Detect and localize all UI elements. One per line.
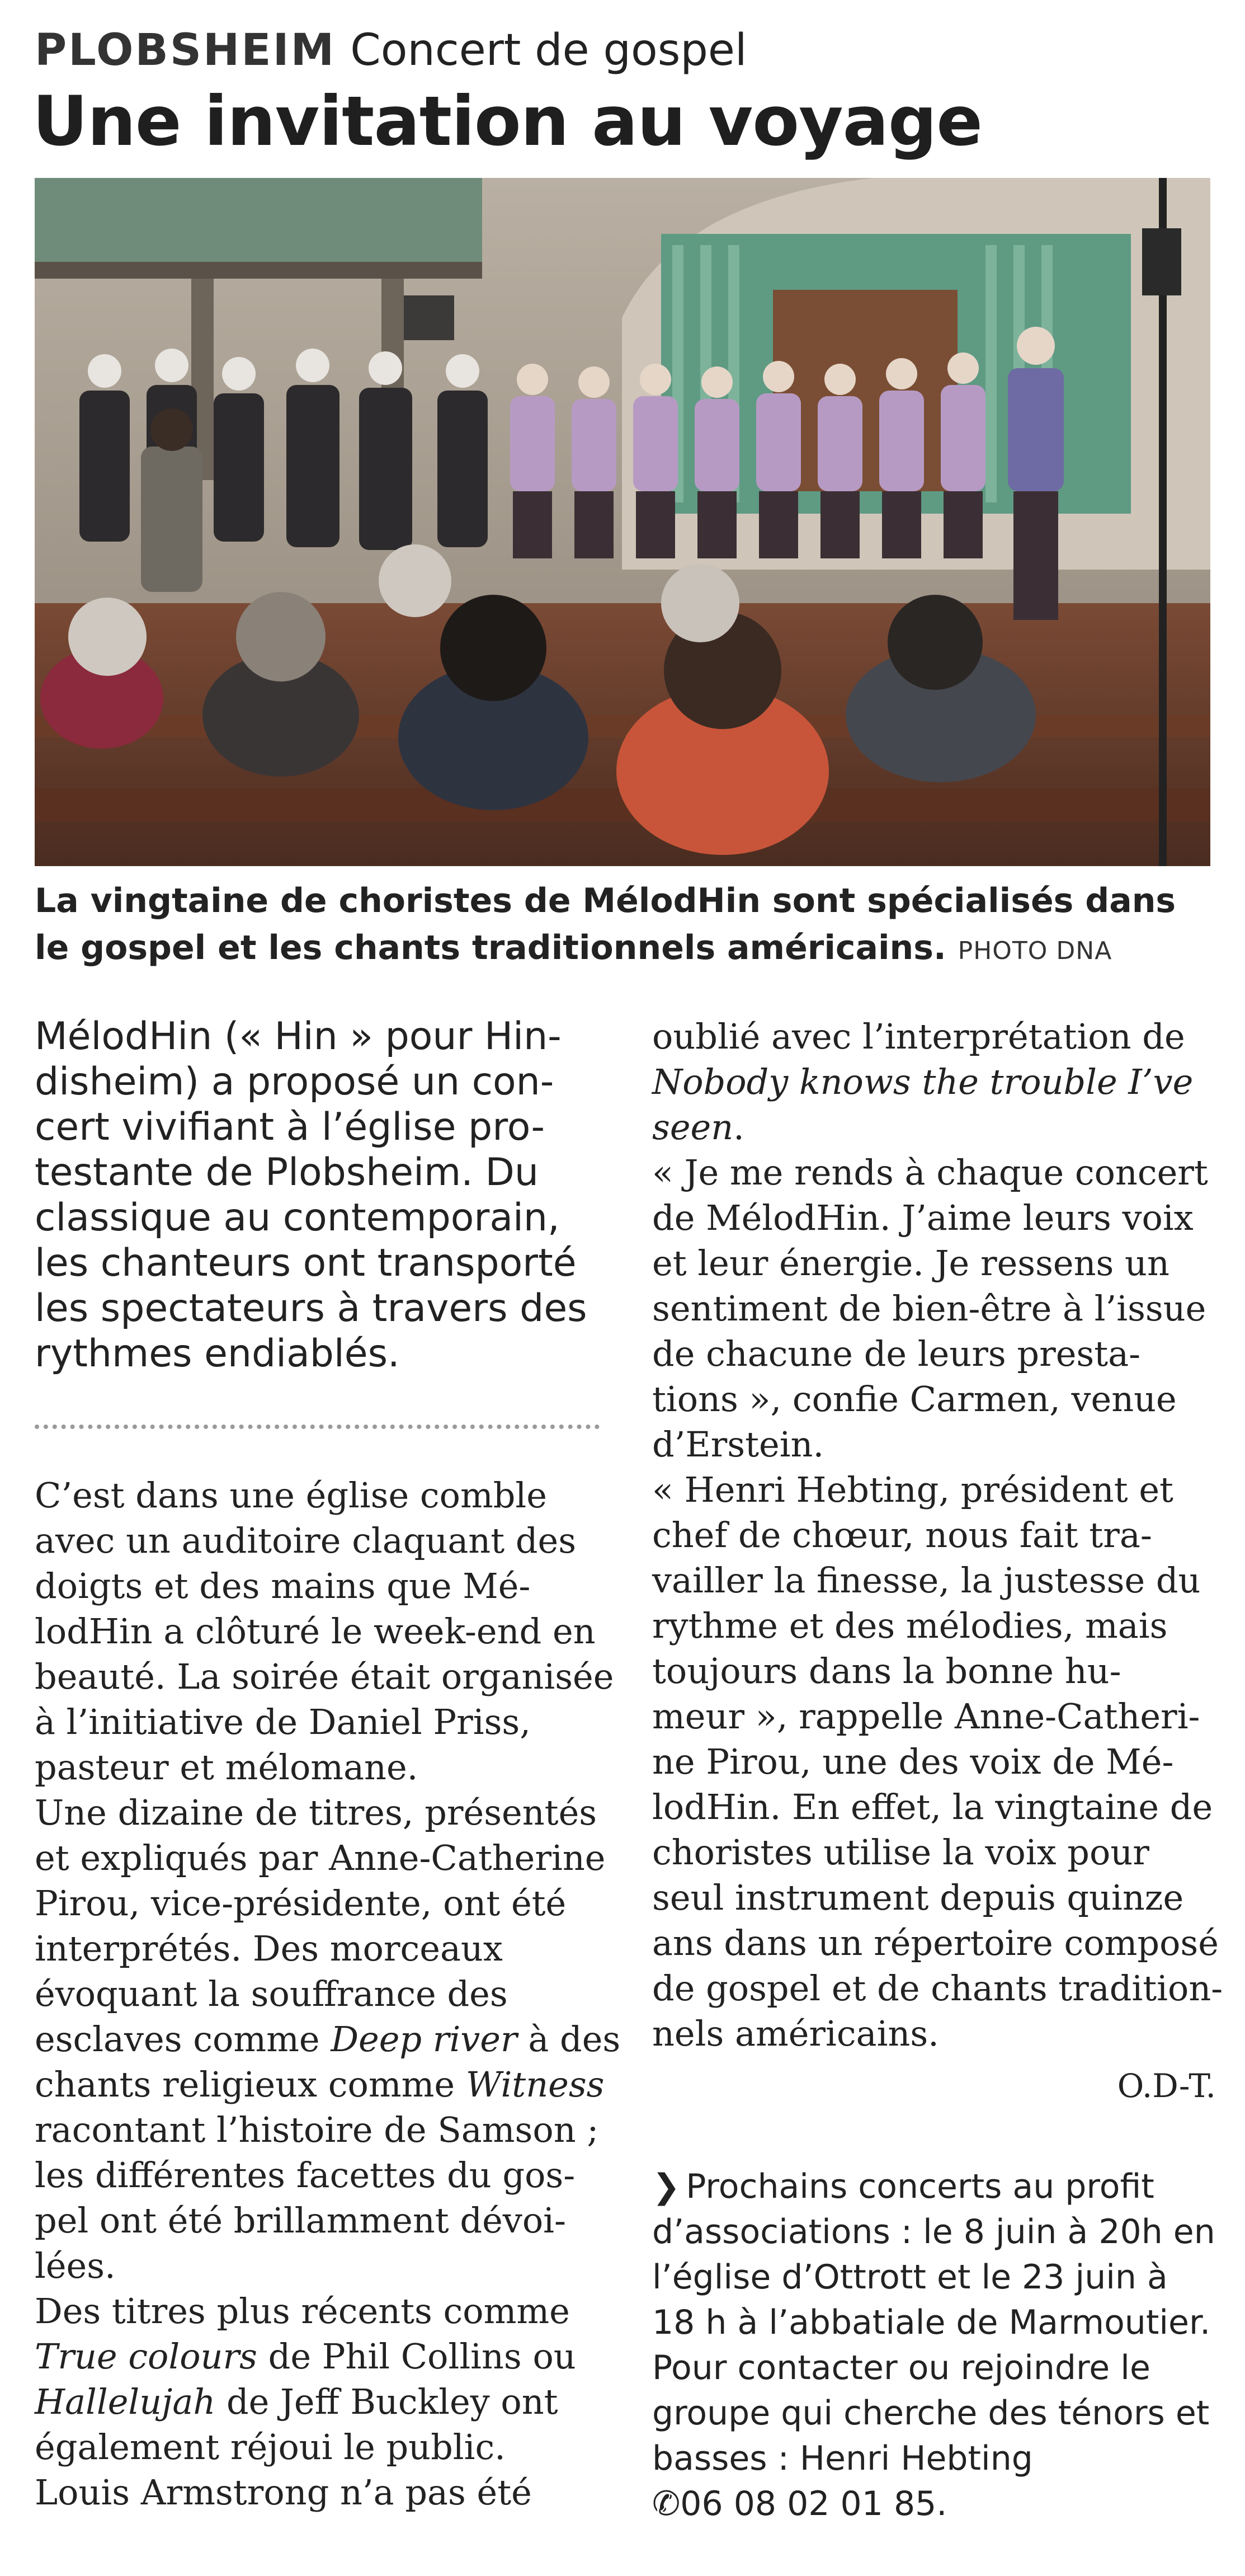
text-line: Pirou, vice-présidente, ont été <box>35 1883 567 1924</box>
text-line: Des titres plus récents comme <box>35 2291 570 2331</box>
text-line: de MélodHin. J’aime leurs voix <box>652 1197 1194 1238</box>
text-line: seul instrument depuis quinze <box>652 1877 1184 1918</box>
text-line: et leur énergie. Je ressens un <box>652 1243 1169 1284</box>
text-line: avec un auditoire claquant des <box>35 1520 577 1561</box>
info-line: l’église d’Ottrott et le 23 juin à <box>652 2258 1168 2297</box>
author-signature: O.D-T. <box>1117 2067 1216 2105</box>
info-line: d’associations : le 8 juin à 20h en <box>652 2212 1215 2251</box>
text-line: interprétés. Des morceaux <box>35 1928 503 1969</box>
text-line: Louis Armstrong n’a pas été <box>35 2472 532 2513</box>
text-line: lées. <box>35 2245 116 2286</box>
text-line: racontant l’histoire de Samson ; <box>35 2109 599 2150</box>
arrow-icon: ❯ <box>652 2167 681 2206</box>
text-line: Une dizaine de titres, présentés <box>35 1792 597 1833</box>
lead-line: les chanteurs ont transporté <box>35 1241 577 1285</box>
text-line: lodHin a clôturé le week-end en <box>35 1611 596 1652</box>
text-line: les différentes facettes du gos- <box>35 2155 576 2196</box>
text-line: doigts et des mains que Mé- <box>35 1566 531 1606</box>
kicker <box>35 27 747 75</box>
lead-line: classique au contemporain, <box>35 1196 560 1240</box>
text-line: seen. <box>652 1107 744 1148</box>
phone-icon: ✆ <box>652 2484 681 2523</box>
text-line: Hallelujah de Jeff Buckley ont <box>35 2381 558 2422</box>
text-line: Nobody knows the trouble I’ve <box>652 1061 1194 1102</box>
text-line: chef de chœur, nous fait tra- <box>652 1515 1152 1555</box>
text-line: à l’initiative de Daniel Priss, <box>35 1701 531 1742</box>
text-line: ans dans un répertoire composé <box>652 1922 1219 1963</box>
text-line: de chacune de leurs presta- <box>652 1333 1141 1374</box>
text-line: esclaves comme Deep river à des <box>35 2019 621 2060</box>
town-label: PLOBSHEIM <box>35 25 336 76</box>
caption-text: La vingtaine de choristes de MélodHin sont spécialisés dans le gospel et les chants traditionnels américains. <box>35 881 1176 967</box>
text-line: « Henri Hebting, président et <box>652 1469 1173 1510</box>
info-line: Pour contacter ou rejoindre le <box>652 2348 1150 2387</box>
text-line: beauté. La soirée était organisée <box>35 1656 614 1697</box>
text-line: oublié avec l’interprétation de <box>652 1016 1185 1057</box>
text-line: ne Pirou, une des voix de Mé- <box>652 1741 1174 1782</box>
topic-label: Concert de gospel <box>350 25 747 76</box>
text-line: également réjoui le public. <box>35 2427 506 2467</box>
lead-line: testante de Plobsheim. Du <box>35 1150 539 1195</box>
text-line: C’est dans une église comble <box>35 1475 547 1516</box>
choir-photo <box>35 178 1210 866</box>
lead-line: les spectateurs à travers des <box>35 1286 587 1331</box>
text-line: « Je me rends à chaque concert <box>652 1152 1208 1193</box>
lead-paragraph <box>35 1014 611 1376</box>
text-line: sentiment de bien-être à l’issue <box>652 1288 1206 1329</box>
text-line: toujours dans la bonne hu- <box>652 1651 1121 1691</box>
lead-line: disheim) a proposé un con- <box>35 1060 554 1104</box>
article-column-2 <box>652 1014 1223 2056</box>
info-box <box>652 2164 1223 2527</box>
text-line: pel ont été brillamment dévoi- <box>35 2200 566 2241</box>
info-line: 18 h à l’abbatiale de Marmoutier. <box>652 2303 1211 2342</box>
photo-credit: PHOTO DNA <box>958 937 1112 965</box>
text-line: évoquant la souffrance des <box>35 1973 508 2014</box>
text-line: vailler la finesse, la justesse du <box>652 1560 1201 1601</box>
choir-illustration <box>35 178 1210 866</box>
text-line: de gospel et de chants tradition- <box>652 1968 1223 2009</box>
info-line: basses : Henri Hebting <box>652 2439 1033 2478</box>
info-line: groupe qui cherche des ténors et <box>652 2394 1210 2433</box>
text-line: rythme et des mélodies, mais <box>652 1605 1168 1646</box>
dotted-divider <box>35 1425 600 1429</box>
text-line: lodHin. En effet, la vingtaine de <box>652 1787 1213 1827</box>
info-line: ❯ Prochains concerts au profit <box>652 2167 1154 2206</box>
text-line: chants religieux comme Witness <box>35 2064 605 2105</box>
text-line: choristes utilise la voix pour <box>652 1832 1149 1873</box>
text-line: et expliqués par Anne-Catherine <box>35 1837 606 1878</box>
text-line: nels américains. <box>652 2013 939 2054</box>
lead-line: rythmes endiablés. <box>35 1332 400 1376</box>
text-line: tions », confie Carmen, venue <box>652 1379 1177 1419</box>
text-line: pasteur et mélomane. <box>35 1747 418 1788</box>
lead-line: MélodHin (« Hin » pour Hin- <box>35 1014 562 1059</box>
headline: Une invitation au voyage <box>32 82 982 161</box>
text-line: True colours de Phil Collins ou <box>35 2336 576 2377</box>
lead-line: cert vivifiant à l’église pro- <box>35 1105 545 1149</box>
text-line: meur », rappelle Anne-Catheri- <box>652 1696 1200 1737</box>
article-column-1 <box>35 1473 621 2515</box>
text-line: d’Erstein. <box>652 1424 824 1465</box>
info-line: ✆06 08 02 01 85. <box>652 2484 947 2523</box>
photo-caption <box>35 877 1215 975</box>
